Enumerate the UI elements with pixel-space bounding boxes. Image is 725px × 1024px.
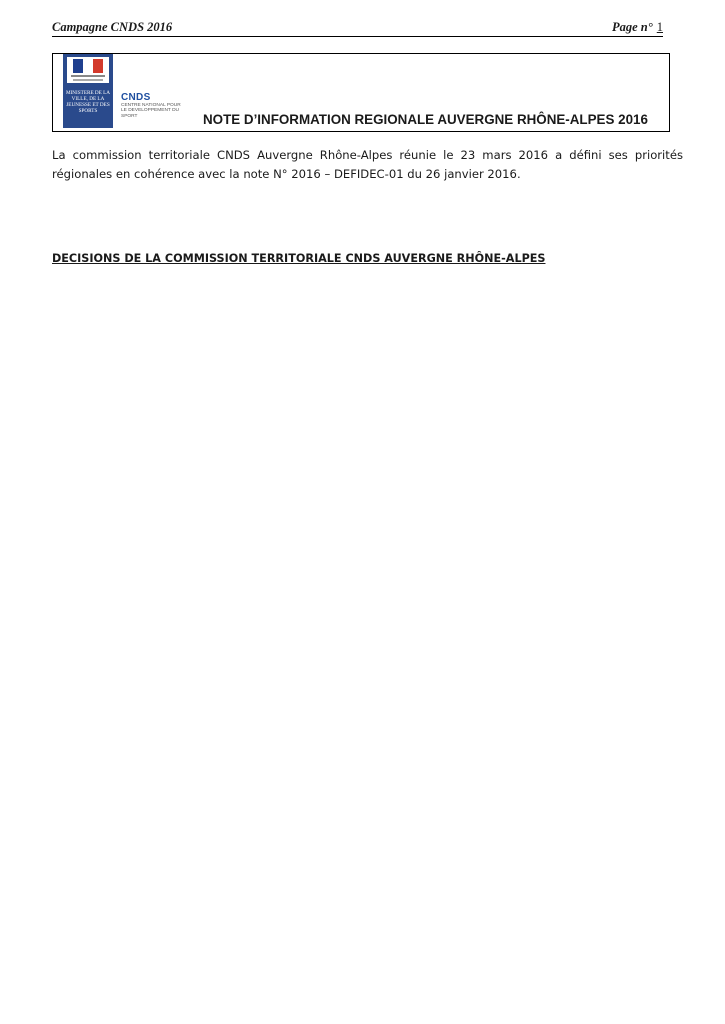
page-header <box>52 20 663 37</box>
ministry-logo-text: MINISTERE DE LA VILLE, DE LA JEUNESSE ET DES SPORTS <box>65 90 111 114</box>
decisions-heading: DECISIONS DE LA COMMISSION TERRITORIALE CNDS AUVERGNE RHÔNE-ALPES <box>52 252 546 265</box>
title-box <box>52 53 670 132</box>
cnds-logo <box>121 92 181 128</box>
document-title: NOTE D’INFORMATION REGIONALE AUVERGNE RHÔNE-ALPES 2016 <box>203 112 648 127</box>
intro-paragraph: La commission territoriale CNDS Auvergne Rhône-Alpes réunie le 23 mars 2016 a défini ses priorités régionales en cohérence avec la note N° 2016 – DEFIDEC-01 du 26 janvier 2016. <box>52 148 683 181</box>
cnds-logo-subtext: CENTRE NATIONAL POUR LE DEVELOPPEMENT DU SPORT <box>121 103 181 119</box>
header-page-label: Page n° <box>611 20 653 34</box>
header-page-number: 1 <box>656 20 663 34</box>
header-page <box>612 20 663 35</box>
cnds-logo-text: CNDS <box>121 92 151 103</box>
header-campaign: Campagne CNDS 2016 <box>52 20 173 34</box>
ministry-logo <box>63 54 113 128</box>
marianne-icon <box>67 57 109 83</box>
